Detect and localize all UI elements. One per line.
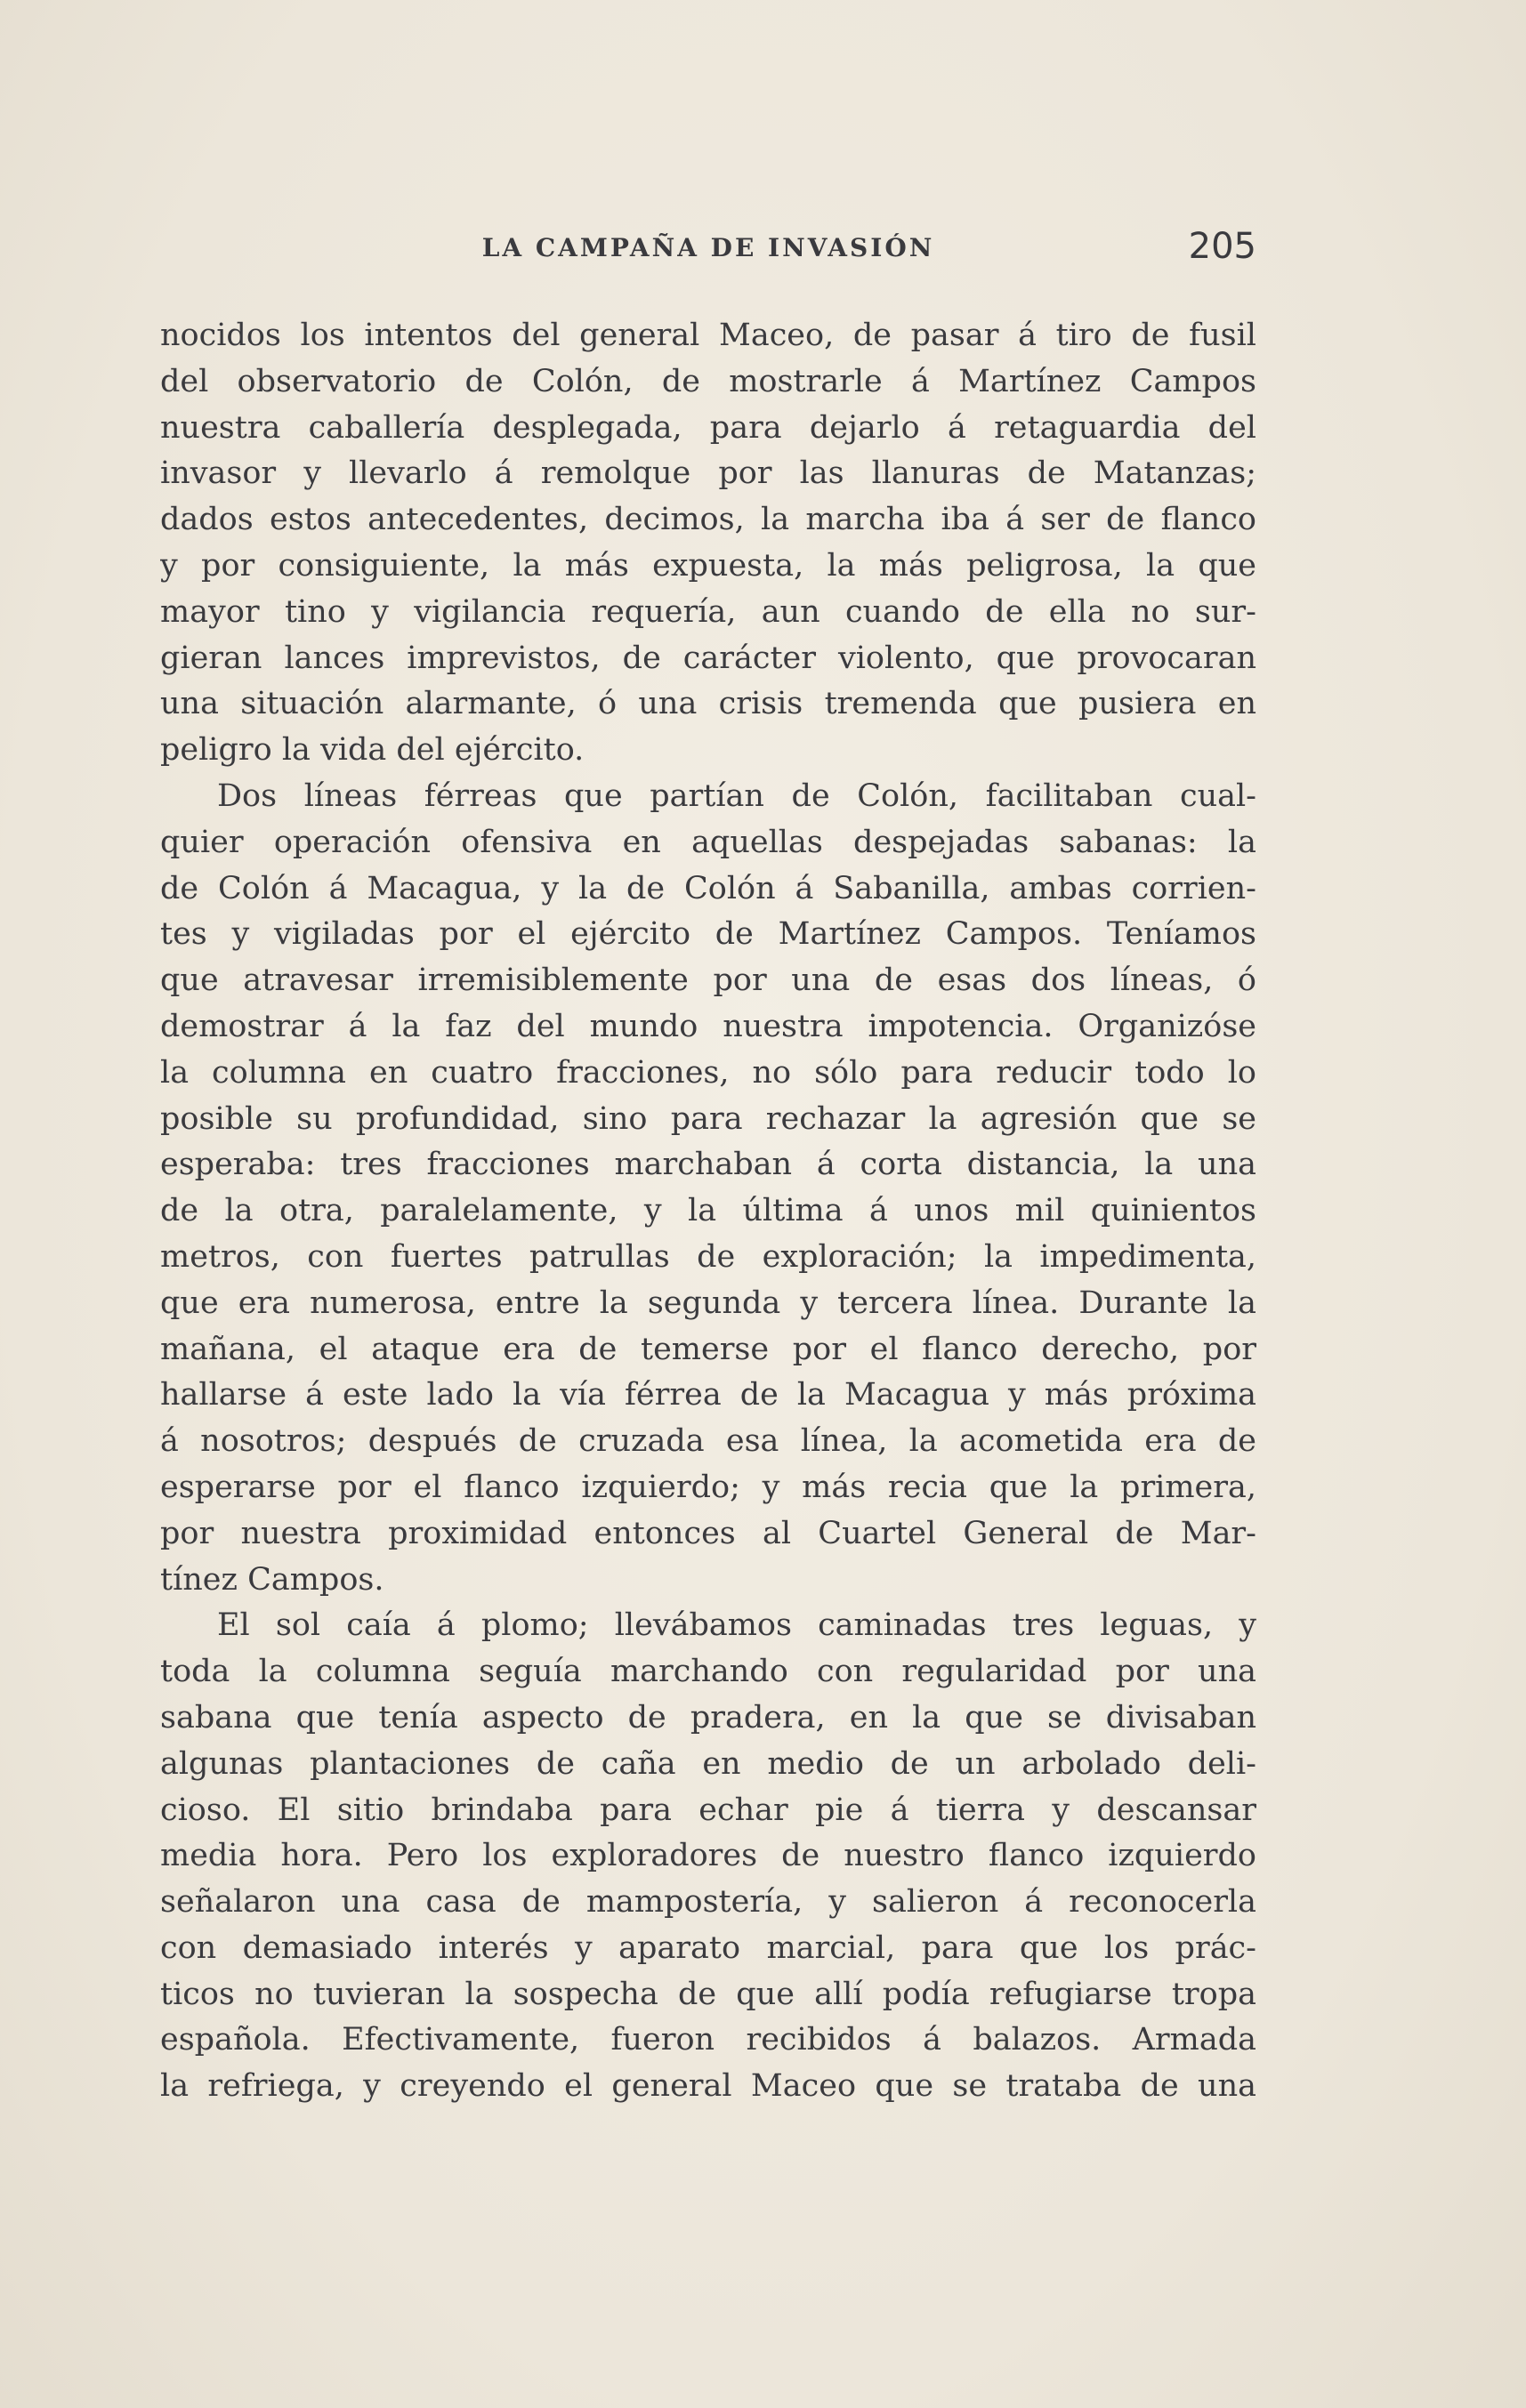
- text-line: y por consiguiente, la más expuesta, la más peligrosa, la que: [160, 547, 1256, 584]
- text-line: de la otra, paralelamente, y la última á unos mil quinientos: [160, 1193, 1256, 1229]
- text-line: hallarse á este lado la vía férrea de la Macagua y más próxima: [160, 1377, 1256, 1413]
- text-line: señalaron una casa de mampostería, y salieron á reconocerla: [160, 1884, 1256, 1921]
- text-line: El sol caía á plomo; llevábamos caminadas tres leguas, y: [217, 1607, 1256, 1644]
- text-line: á nosotros; después de cruzada esa línea, la acometida era de: [160, 1423, 1256, 1460]
- body-text: [160, 313, 1256, 2110]
- text-line: la columna en cuatro fracciones, no sólo para reducir todo lo: [160, 1054, 1256, 1091]
- text-line: mañana, el ataque era de temerse por el flanco derecho, por: [160, 1331, 1256, 1367]
- text-line: por nuestra proximidad entonces al Cuartel General de Mar-: [160, 1515, 1256, 1551]
- text-line: la refriega, y creyendo el general Maceo que se trataba de una: [160, 2068, 1256, 2105]
- text-line: nuestra caballería desplegada, para dejarlo á retaguardia del: [160, 409, 1256, 446]
- text-line: tes y vigiladas por el ejército de Martínez Campos. Teníamos: [160, 916, 1256, 953]
- text-line: ticos no tuvieran la sospecha de que allí podía refugiarse tropa: [160, 1976, 1256, 2012]
- text-line: invasor y llevarlo á remolque por las llanuras de Matanzas;: [160, 455, 1256, 492]
- text-line: gieran lances imprevistos, de carácter violento, que provocaran: [160, 640, 1256, 676]
- text-line: cioso. El sitio brindaba para echar pie á tierra y descansar: [160, 1792, 1256, 1828]
- running-title: LA CAMPAÑA DE INVASIÓN: [481, 233, 935, 262]
- text-line: peligro la vida del ejército.: [160, 732, 585, 769]
- text-line: metros, con fuertes patrullas de exploración; la impedimenta,: [160, 1238, 1256, 1275]
- text-line: posible su profundidad, sino para rechazar la agresión que se: [160, 1100, 1256, 1137]
- text-line: esperarse por el flanco izquierdo; y más recia que la primera,: [160, 1469, 1256, 1505]
- text-line: demostrar á la faz del mundo nuestra impotencia. Organizóse: [160, 1008, 1256, 1044]
- text-line: esperaba: tres fracciones marchaban á corta distancia, la una: [160, 1147, 1256, 1183]
- running-head: [160, 226, 1256, 270]
- paragraph: [160, 774, 1256, 1603]
- paragraph: [160, 1603, 1256, 2110]
- text-line: del observatorio de Colón, de mostrarle á Martínez Campos: [160, 363, 1256, 399]
- text-line: tínez Campos.: [160, 1561, 384, 1598]
- text-line: quier operación ofensiva en aquellas despejadas sabanas: la: [160, 824, 1256, 860]
- text-line: algunas plantaciones de caña en medio de un arbolado deli-: [160, 1745, 1256, 1782]
- paragraph: [160, 313, 1256, 774]
- text-line: con demasiado interés y aparato marcial, para que los prác-: [160, 1929, 1256, 1966]
- text-line: que atravesar irremisiblemente por una de esas dos líneas, ó: [160, 962, 1256, 999]
- text-line: toda la columna seguía marchando con regularidad por una: [160, 1654, 1256, 1690]
- page-number: 205: [1188, 226, 1256, 267]
- text-line: una situación alarmante, ó una crisis tremenda que pusiera en: [160, 686, 1256, 722]
- text-line: dados estos antecedentes, decimos, la marcha iba á ser de flanco: [160, 502, 1256, 538]
- text-line: mayor tino y vigilancia requería, aun cuando de ella no sur-: [160, 593, 1256, 630]
- text-line: que era numerosa, entre la segunda y tercera línea. Durante la: [160, 1285, 1256, 1321]
- text-line: española. Efectivamente, fueron recibidos á balazos. Armada: [160, 2022, 1256, 2058]
- text-line: sabana que tenía aspecto de pradera, en la que se divisaban: [160, 1699, 1256, 1736]
- text-line: media hora. Pero los exploradores de nuestro flanco izquierdo: [160, 1838, 1256, 1874]
- text-line: nocidos los intentos del general Maceo, de pasar á tiro de fusil: [160, 318, 1256, 353]
- text-line: de Colón á Macagua, y la de Colón á Sabanilla, ambas corrien-: [160, 870, 1256, 906]
- text-line: Dos líneas férreas que partían de Colón, facilitaban cual-: [217, 777, 1256, 814]
